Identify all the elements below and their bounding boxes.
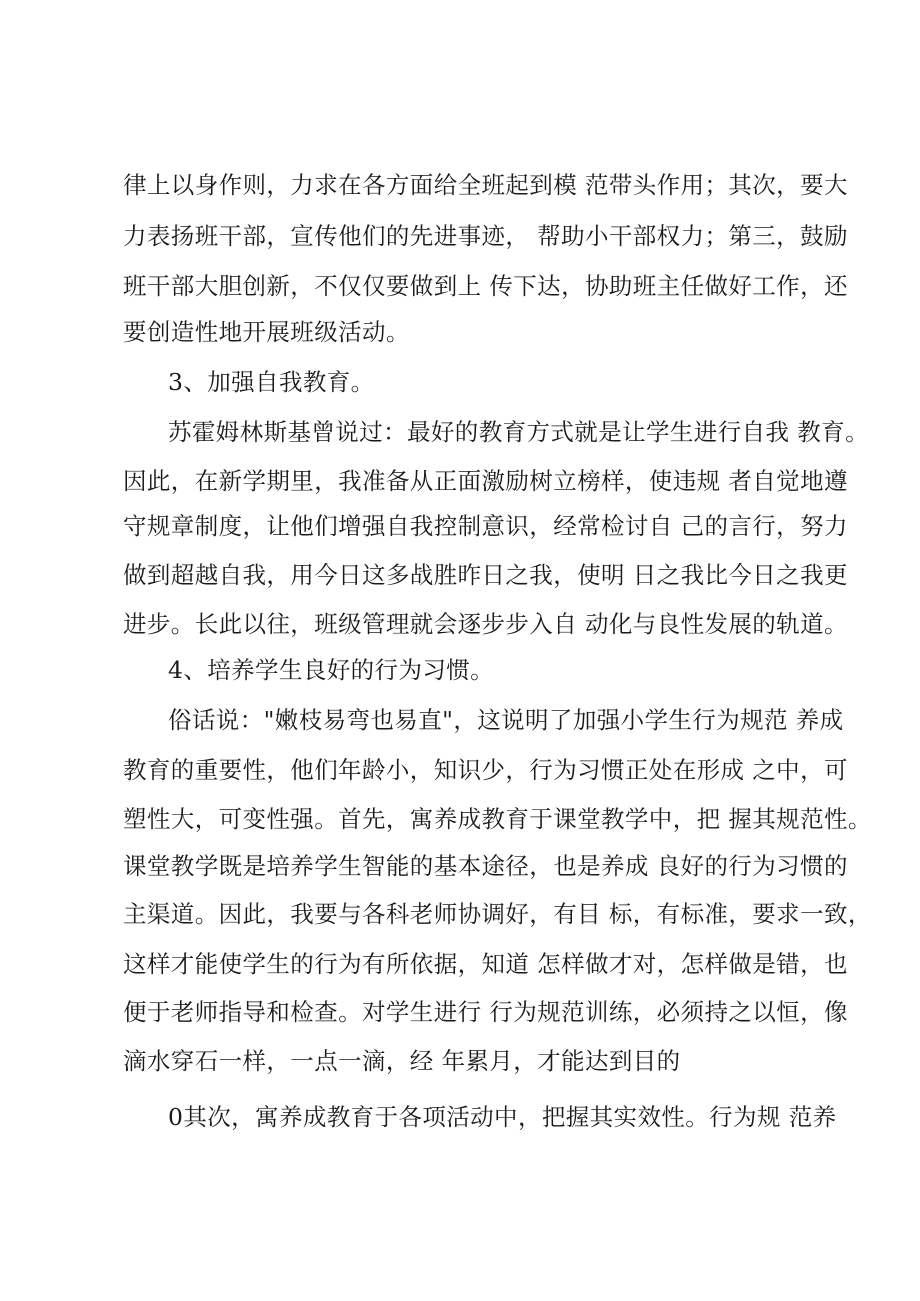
text-line: 课堂教学既是培养学生智能的基本途径，也是养成 良好的行为习惯的 xyxy=(123,852,848,880)
text-line: 塑性大，可变性强。首先，寓养成教育于课堂教学中，把 握其规范性。 xyxy=(123,805,872,833)
text-line: 俗话说："嫩枝易弯也易直"，这说明了加强小学生行为规范 养成 xyxy=(168,706,844,734)
text-line: 进步。长此以往，班级管理就会逐步步入自 动化与良性发展的轨道。 xyxy=(123,610,848,638)
text-line: 班干部大胆创新，不仅仅要做到上 传下达，协助班主任做好工作，还 xyxy=(123,272,848,300)
text-line: 要创造性地开展班级活动。 xyxy=(123,318,410,346)
text-line: 教育的重要性，他们年龄小，知识少，行为习惯正处在形成 之中，可 xyxy=(123,756,848,784)
text-line: 0其次，寓养成教育于各项活动中，把握其实效性。行为规 范养 xyxy=(168,1103,837,1131)
text-line: 因此，在新学期里，我准备从正面激励树立榜样，使违规 者自觉地遵 xyxy=(123,467,848,495)
text-line: 这样才能使学生的行为有所依据，知道 怎样做才对，怎样做是错，也 xyxy=(123,950,848,978)
text-line: 滴水穿石一样，一点一滴，经 年累月，才能达到目的 xyxy=(123,1047,681,1075)
text-line: 主渠道。因此，我要与各科老师协调好，有目 标，有标准，要求一致， xyxy=(123,900,872,928)
text-line: 便于老师指导和检查。对学生进行 行为规范训练，必须持之以恒，像 xyxy=(123,998,848,1026)
text-line: 力表扬班干部，宣传他们的先进事迹， 帮助小干部权力；第三，鼓励 xyxy=(123,222,848,250)
section-heading: 4、培养学生良好的行为习惯。 xyxy=(168,656,495,684)
section-heading: 3、加强自我教育。 xyxy=(168,368,375,396)
text-line: 律上以身作则，力求在各方面给全班起到模 范带头作用；其次，要大 xyxy=(123,171,848,199)
text-line: 苏霍姆林斯基曾说过：最好的教育方式就是让学生进行自我 教育。 xyxy=(168,418,869,446)
text-line: 做到超越自我，用今日这多战胜昨日之我，使明 日之我比今日之我更 xyxy=(123,561,848,589)
text-line: 守规章制度，让他们增强自我控制意识，经常检讨自 己的言行，努力 xyxy=(123,512,848,540)
